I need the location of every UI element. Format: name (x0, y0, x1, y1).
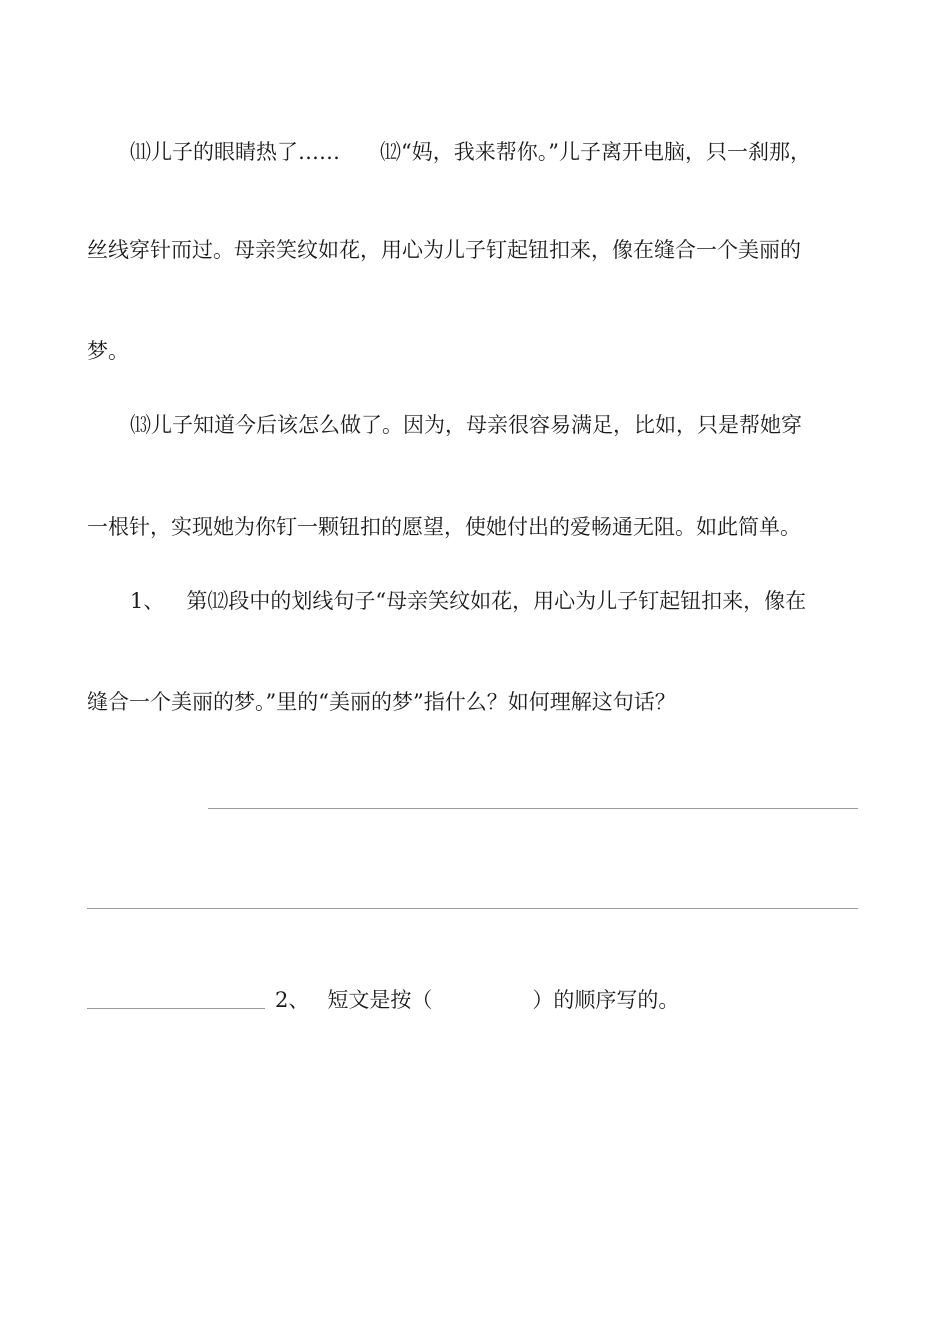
paragraph-12-text-3: 梦。 (87, 339, 129, 363)
question-1-number: 1、 (130, 589, 165, 613)
question-1-line-2 (87, 688, 676, 716)
question-2-number: 2、 (275, 988, 310, 1012)
paragraph-13-text-1: ⒀儿子知道今后该怎么做了。因为，母亲很容易满足，比如，只是帮她穿 (130, 413, 802, 437)
answer-line-3[interactable] (87, 1008, 265, 1009)
paragraph-12-text-1: ⑿“妈，我来帮你。”儿子离开电脑，只一刹那， (380, 140, 811, 164)
question-1-line-1 (130, 587, 806, 615)
paragraph-12-line-2 (87, 236, 801, 264)
question-2-text-before: 短文是按（ (327, 988, 433, 1012)
question-2-text-after: ）的顺序写的。 (532, 988, 680, 1012)
question-2 (275, 986, 679, 1014)
paragraph-12-text-2: 丝线穿针而过。母亲笑纹如花，用心为儿子钉起钮扣来，像在缝合一个美丽的 (87, 238, 801, 262)
question-1-text-1: 第⑿段中的划线句子“母亲笑纹如花，用心为儿子钉起钮扣来，像在 (186, 589, 807, 613)
answer-line-2[interactable] (87, 908, 858, 909)
paragraph-12-line-3 (87, 337, 129, 365)
paragraph-12-line-1 (380, 138, 811, 166)
paragraph-13-line-1 (130, 411, 802, 439)
paragraph-11-text: ⑾儿子的眼睛热了…… (130, 140, 340, 164)
paragraph-13-line-2 (87, 513, 801, 541)
answer-line-1[interactable] (208, 808, 858, 809)
paragraph-13-text-2: 一根针，实现她为你钉一颗钮扣的愿望，使她付出的爱畅通无阻。如此简单。 (87, 515, 801, 539)
question-1-text-2: 缝合一个美丽的梦。”里的“美丽的梦”指什么？如何理解这句话？ (87, 690, 676, 714)
paragraph-11 (130, 138, 340, 166)
